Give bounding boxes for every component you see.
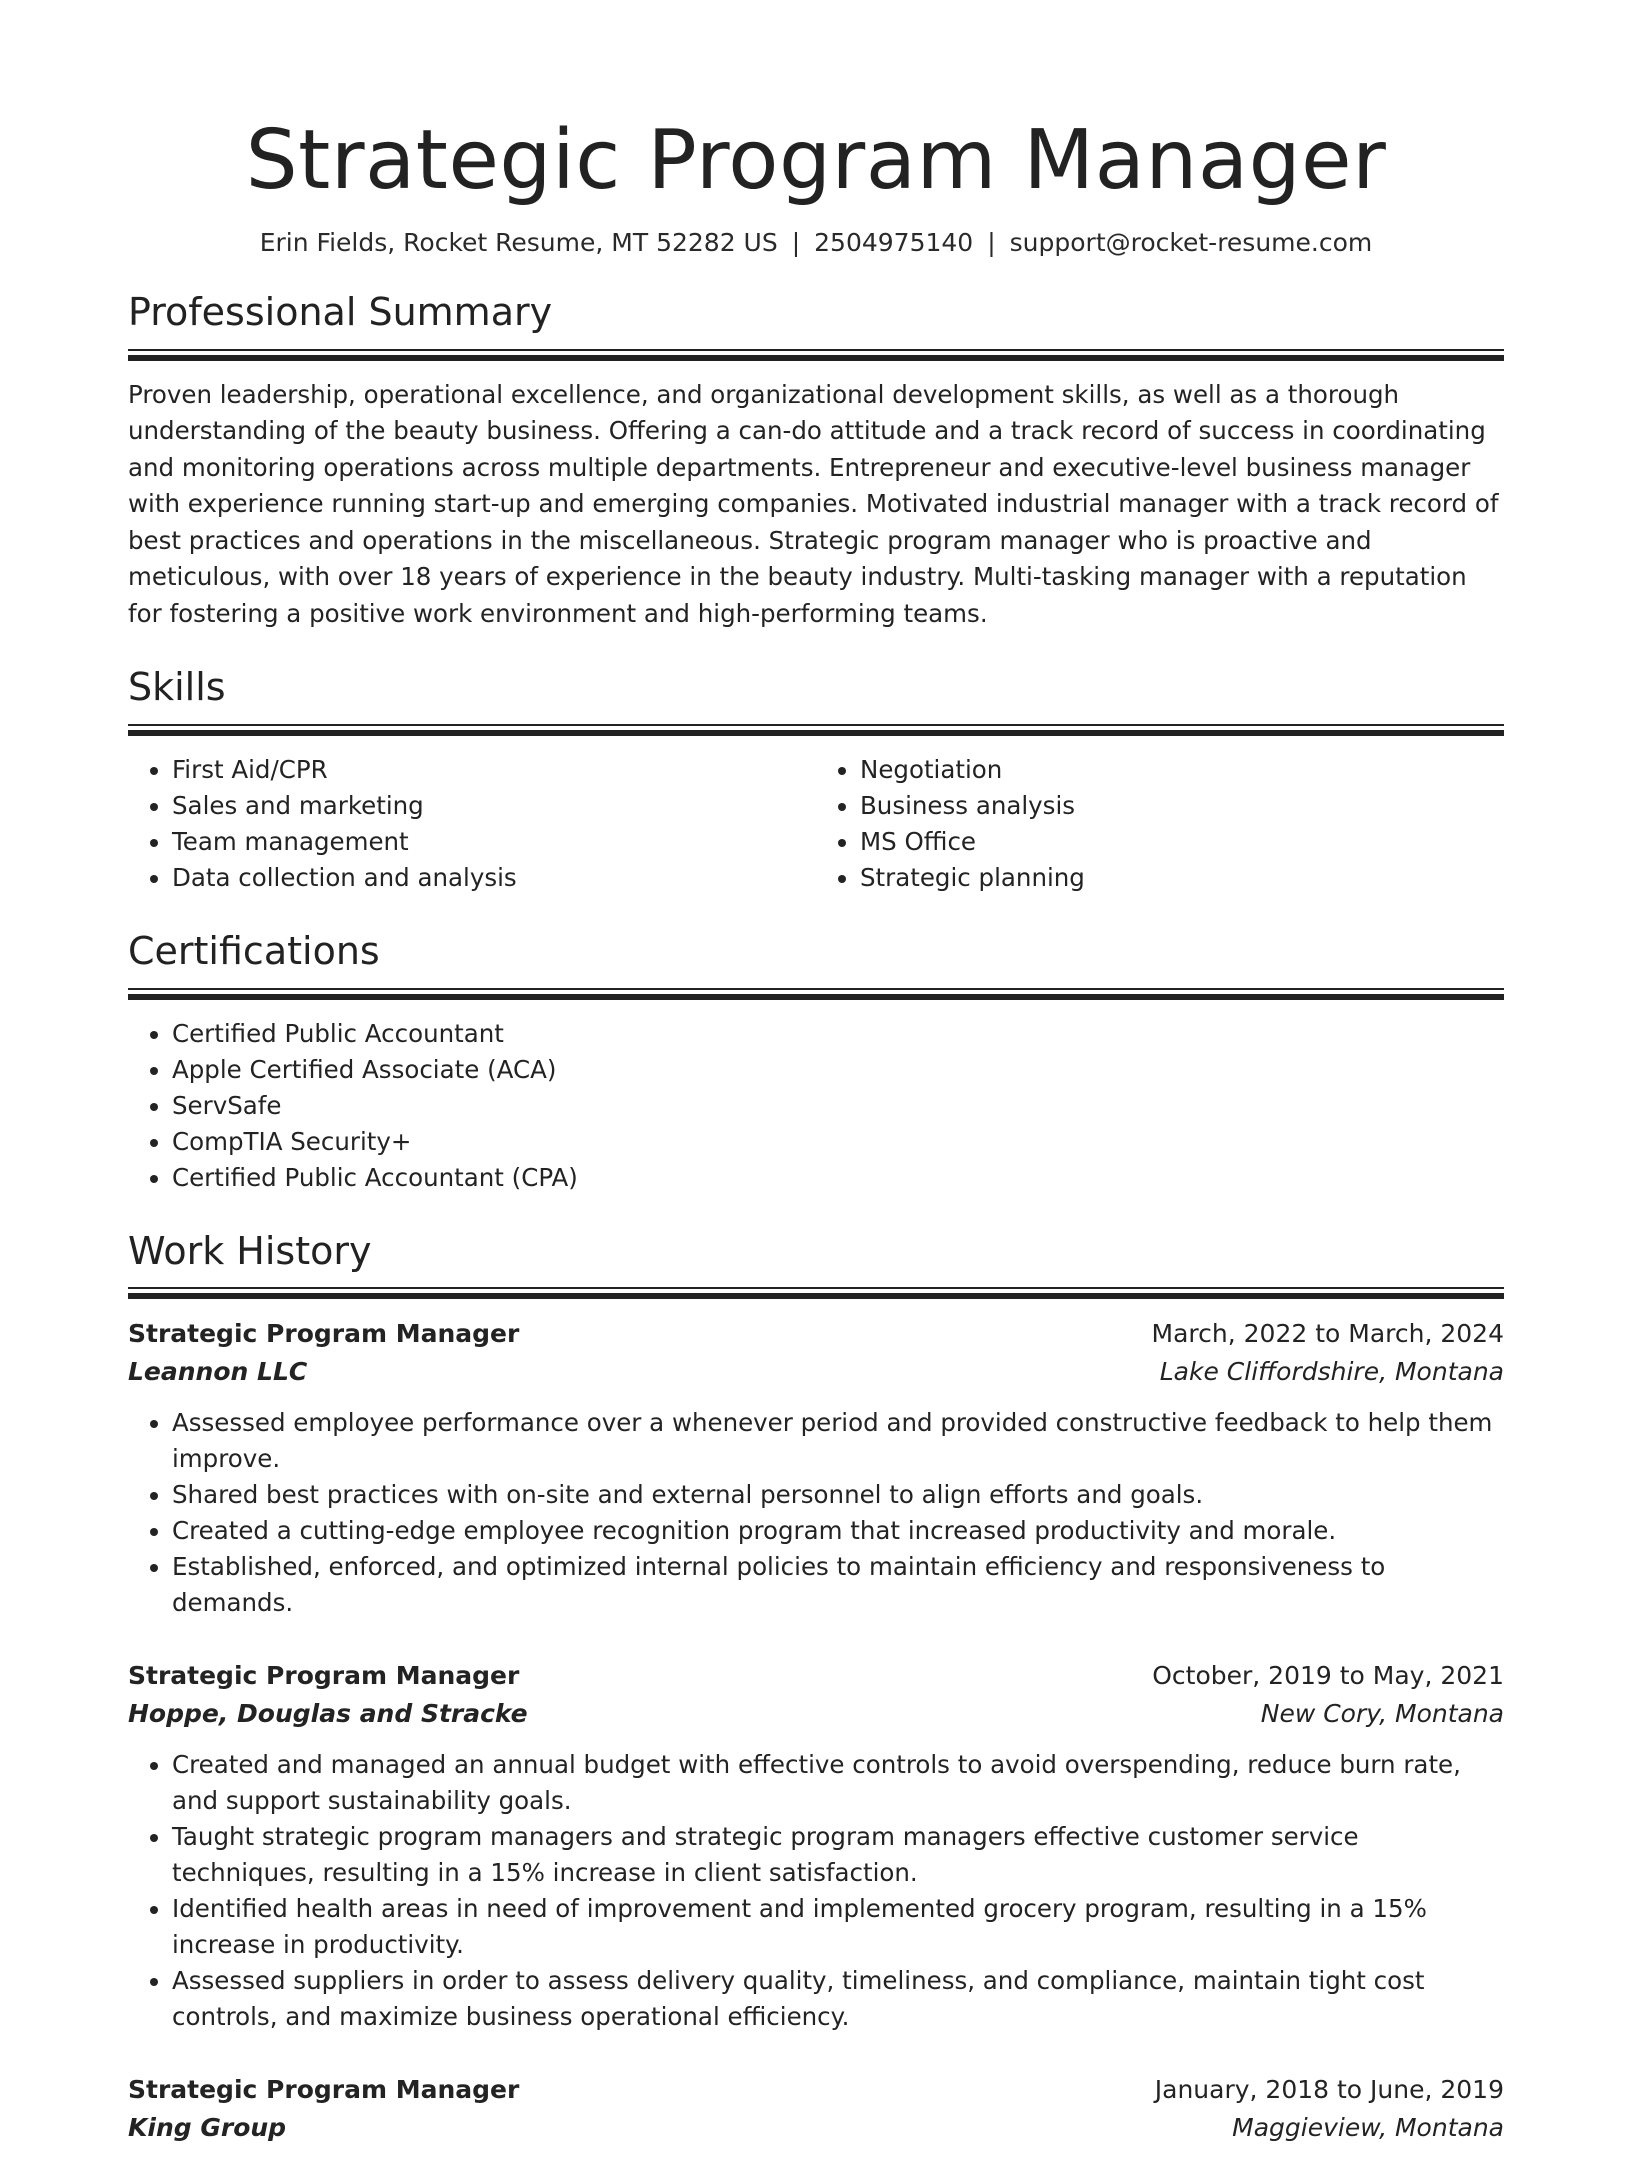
contact-separator: | <box>987 228 996 258</box>
job-header-row <box>128 1315 1504 1353</box>
section-heading-skills: Skills <box>128 665 226 710</box>
job-subheader-row <box>128 2109 1504 2147</box>
job-header-row <box>128 1657 1504 1695</box>
job-subheader-row <box>128 1353 1504 1391</box>
job-entry <box>128 1657 1504 2035</box>
section-heading-work: Work History <box>128 1228 372 1273</box>
skills-grid <box>128 752 1504 896</box>
job-bullet: • Created a cutting-edge employee recognition program that increased productivity and morale. <box>172 1513 1504 1549</box>
job-company: Hoppe, Douglas and Stracke <box>128 1699 528 1729</box>
certification-item: • ServSafe <box>172 1088 1504 1124</box>
skills-section <box>128 666 1504 896</box>
contact-separator: | <box>791 228 801 258</box>
job-subheader-row <box>128 1695 1504 1733</box>
job-bullet: • Assessed suppliers in order to assess delivery quality, timeliness, and compliance, maintain tight cost controls, and maximize business operational efficiency. <box>172 1963 1504 2035</box>
contact-line <box>128 228 1504 257</box>
certification-item: • CompTIA Security+ <box>172 1124 1504 1160</box>
job-company: Leannon LLC <box>128 1357 308 1387</box>
skill-item: • First Aid/CPR <box>172 752 816 788</box>
job-entry <box>128 1315 1504 1621</box>
skill-item: • MS Office <box>860 824 1504 860</box>
job-title: Strategic Program Manager <box>128 1319 520 1349</box>
job-title: Strategic Program Manager <box>128 1661 520 1691</box>
summary-text: Proven leadership, operational excellence, and organizational development skills, as well as a thorough understanding of the beauty business. Offering a can-do attitude and a track record of success in coordinating and monitoring operations across multiple departments. Entrepreneur and executive-level business manager with experience running start-up and emerging companies. Motivated industrial manager with a track record of best practices and operations in the miscellaneous. Strategic program manager who is proactive and meticulous, with over 18 years of experience in the beauty industry. Multi-tasking manager with a reputation for fostering a positive work environment and high-performing teams. <box>128 379 1499 628</box>
job-location: New Cory, Montana <box>1260 1699 1504 1729</box>
certification-item: • Apple Certified Associate (ACA) <box>172 1052 1504 1088</box>
skill-item: • Sales and marketing <box>172 788 816 824</box>
job-title: Strategic Program Manager <box>128 2075 520 2105</box>
section-divider <box>128 988 1504 1000</box>
job-dates: October, 2019 to May, 2021 <box>1152 1661 1504 1691</box>
skill-item: • Data collection and analysis <box>172 860 816 896</box>
skills-list-left <box>128 752 816 896</box>
job-dates: January, 2018 to June, 2019 <box>1154 2075 1504 2105</box>
summary-section <box>128 291 1504 632</box>
job-bullet: • Identified health areas in need of improvement and implemented grocery program, resulting in a 15% increase in productivity. <box>172 1891 1504 1963</box>
job-location: Maggieview, Montana <box>1232 2113 1504 2143</box>
certification-item: • Certified Public Accountant (CPA) <box>172 1160 1504 1196</box>
section-divider <box>128 724 1504 736</box>
job-bullet: • Shared best practices with on-site and external personnel to align efforts and goals. <box>172 1477 1504 1513</box>
work-section <box>128 1230 1504 2148</box>
job-dates: March, 2022 to March, 2024 <box>1151 1319 1504 1349</box>
job-bullets <box>128 1747 1504 2035</box>
skill-item: • Business analysis <box>860 788 1504 824</box>
skill-item: • Strategic planning <box>860 860 1504 896</box>
contact-phone: 2504975140 <box>814 228 974 258</box>
job-bullet: • Taught strategic program managers and strategic program managers effective customer service techniques, resulting in a 15% increase in client satisfaction. <box>172 1819 1504 1891</box>
job-entry <box>128 2071 1504 2147</box>
skill-item: • Team management <box>172 824 816 860</box>
job-header-row <box>128 2071 1504 2109</box>
job-bullet: • Created and managed an annual budget with effective controls to avoid overspending, reduce burn rate, and support sustainability goals. <box>172 1747 1504 1819</box>
section-heading-certifications: Certifications <box>128 928 380 973</box>
job-bullet: • Assessed employee performance over a whenever period and provided constructive feedback to help them improve. <box>172 1405 1504 1477</box>
certifications-section <box>128 930 1504 1196</box>
certifications-list <box>128 1016 1504 1196</box>
job-company: King Group <box>128 2113 287 2143</box>
page-title: Strategic Program Manager <box>245 113 1387 208</box>
job-bullet: • Established, enforced, and optimized internal policies to maintain efficiency and responsiveness to demands. <box>172 1549 1504 1621</box>
job-location: Lake Cliffordshire, Montana <box>1159 1357 1504 1387</box>
skills-list-right <box>816 752 1504 896</box>
contact-email: support@rocket-resume.com <box>1009 228 1373 258</box>
resume-page <box>128 113 1504 2183</box>
skill-item: • Negotiation <box>860 752 1504 788</box>
section-divider <box>128 1287 1504 1299</box>
section-divider <box>128 349 1504 361</box>
certification-item: • Certified Public Accountant <box>172 1016 1504 1052</box>
job-bullets <box>128 1405 1504 1621</box>
section-heading-summary: Professional Summary <box>128 290 553 335</box>
contact-address: Erin Fields, Rocket Resume, MT 52282 US <box>259 228 778 258</box>
